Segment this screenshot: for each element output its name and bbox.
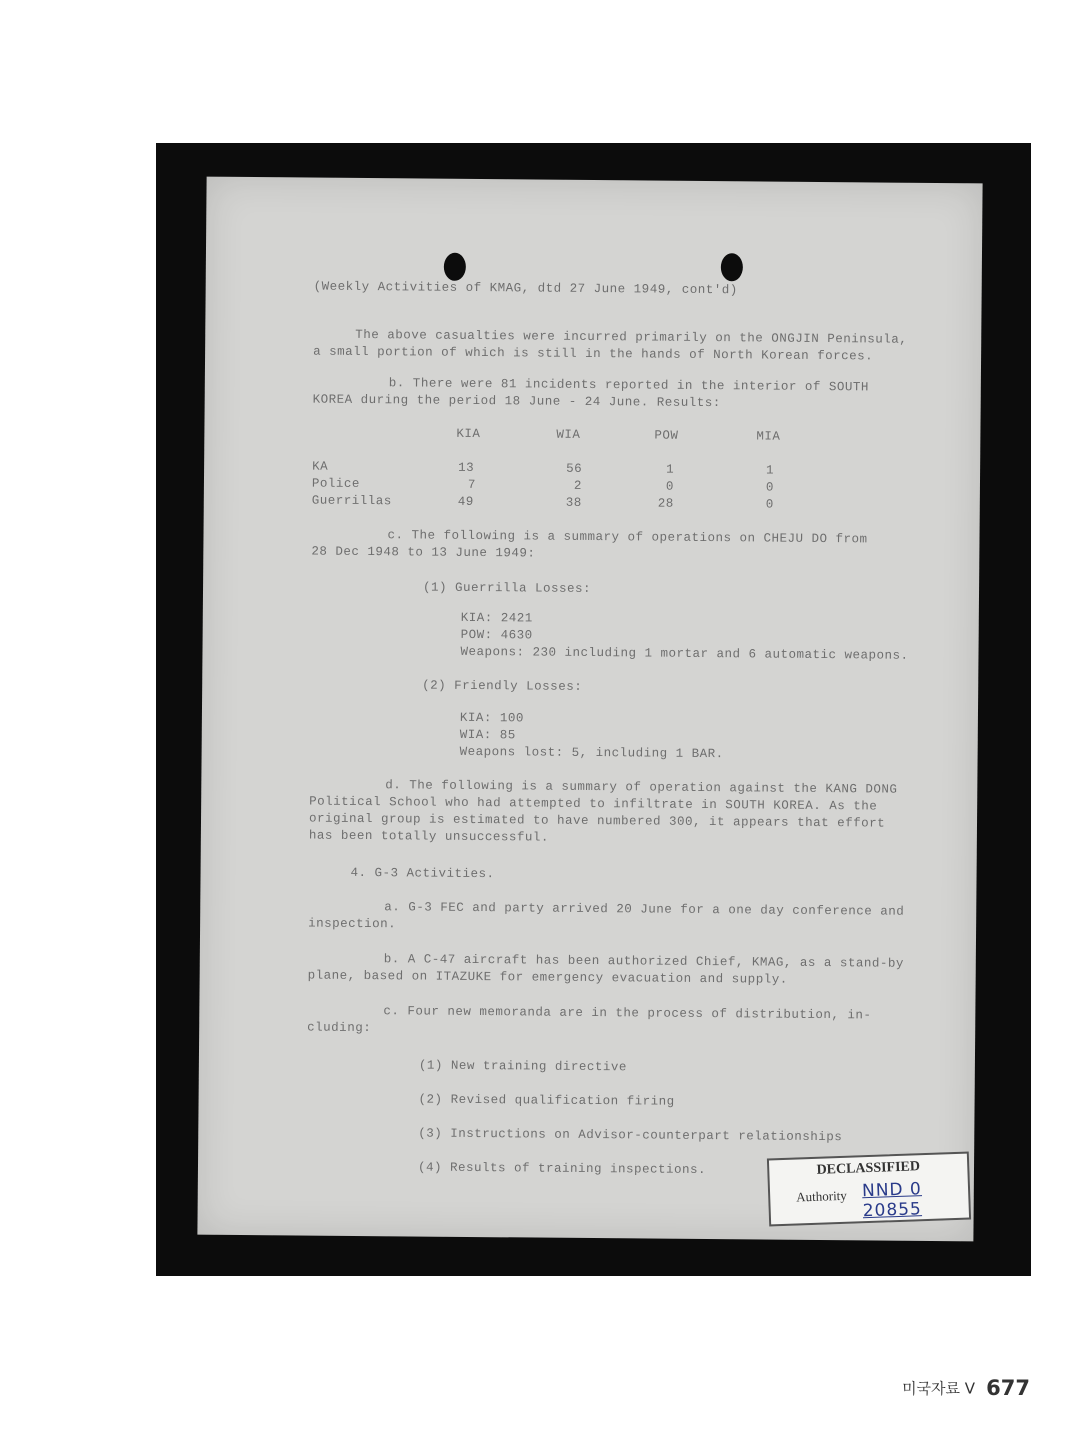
- list-item: Weapons: 230 including 1 mortar and 6 automatic weapons.: [460, 644, 909, 663]
- page-number: 677: [986, 1376, 1030, 1400]
- paragraph-line: d. The following is a summary of operation against the KANG DONG: [385, 778, 898, 797]
- paragraph-line: original group is estimated to have numbered 300, it appears that effort: [308, 811, 886, 831]
- stamp-authority-number: NND 0 20855: [861, 1179, 923, 1222]
- stamp-title: DECLASSIFIED: [816, 1159, 921, 1178]
- list-item: (4) Results of training inspections.: [417, 1160, 707, 1178]
- stamp-authority-label: Authority: [795, 1187, 848, 1205]
- list-item: KIA: 100: [459, 710, 524, 726]
- paragraph-line: inspection.: [308, 916, 397, 932]
- typed-page: [197, 177, 982, 1242]
- paragraph-line: cluding:: [307, 1020, 372, 1036]
- table-cell: 2: [573, 478, 583, 493]
- list-item: KIA: 2421: [460, 610, 533, 626]
- list-item: (2) Revised qualification firing: [418, 1092, 675, 1109]
- table-header: WIA: [556, 427, 581, 442]
- paragraph-line: has been totally unsuccessful.: [308, 828, 549, 845]
- list-item: WIA: 85: [459, 727, 516, 743]
- footer-section-label: 미국자료 V: [902, 1379, 976, 1398]
- table-cell: 49: [457, 494, 474, 509]
- paragraph-line: a small portion of which is still in the hands of North Korean forces.: [313, 344, 874, 364]
- typed-text: [197, 177, 982, 1242]
- table-cell: 0: [665, 479, 675, 494]
- declassified-stamp: [767, 1151, 971, 1226]
- document-header: (Weekly Activities of KMAG, dtd 27 June 1949, cont'd): [313, 279, 738, 298]
- table-row-label: Guerrillas: [311, 493, 392, 509]
- paragraph-line: 28 Dec 1948 to 13 June 1949:: [311, 544, 536, 561]
- list-item: (1) New training directive: [418, 1058, 627, 1075]
- table-cell: 0: [765, 497, 774, 512]
- list-item: (3) Instructions on Advisor-counterpart relationships: [418, 1126, 843, 1145]
- list-item: POW: 4630: [460, 627, 533, 643]
- table-cell: 1: [766, 463, 775, 478]
- paragraph-line: c. The following is a summary of operations on CHEJU DO from: [387, 528, 868, 547]
- table-header: KIA: [456, 426, 481, 442]
- table-cell: 13: [458, 460, 475, 475]
- table-cell: 0: [765, 480, 775, 495]
- list-item: Weapons lost: 5, including 1 BAR.: [459, 744, 724, 762]
- table-row-label: Police: [311, 476, 361, 491]
- subsection-heading: (1) Guerrilla Losses:: [422, 580, 592, 597]
- paragraph-line: KOREA during the period 18 June - 24 June. Results:: [312, 392, 721, 411]
- paragraph-line: b. A C-47 aircraft has been authorized Chief, KMAG, as a stand-by: [383, 952, 904, 971]
- paragraph-line: The above casualties were incurred primarily on the ONGJIN Peninsula,: [355, 327, 908, 347]
- table-cell: 38: [565, 495, 582, 510]
- paragraph-line: Political School who had attempted to infiltrate in SOUTH KOREA. As the: [309, 794, 878, 814]
- document-photo: [156, 143, 1031, 1276]
- table-row-label: KA: [312, 459, 329, 474]
- section-heading: 4. G-3 Activities.: [350, 865, 495, 882]
- table-cell: 7: [467, 477, 477, 492]
- paragraph-line: c. Four new memoranda are in the process of distribution, in-: [383, 1004, 872, 1023]
- table-header: POW: [654, 428, 679, 443]
- paragraph-line: plane, based on ITAZUKE for emergency evacuation and supply.: [307, 968, 788, 987]
- table-header: MIA: [756, 429, 781, 444]
- table-cell: 28: [657, 496, 674, 511]
- page-footer: [902, 1376, 1030, 1400]
- table-cell: 1: [666, 462, 675, 477]
- paragraph-line: b. There were 81 incidents reported in the interior of SOUTH: [388, 376, 869, 395]
- table-cell: 56: [566, 461, 583, 476]
- paragraph-line: a. G-3 FEC and party arrived 20 June for a one day conference and: [384, 900, 905, 919]
- subsection-heading: (2) Friendly Losses:: [422, 678, 583, 694]
